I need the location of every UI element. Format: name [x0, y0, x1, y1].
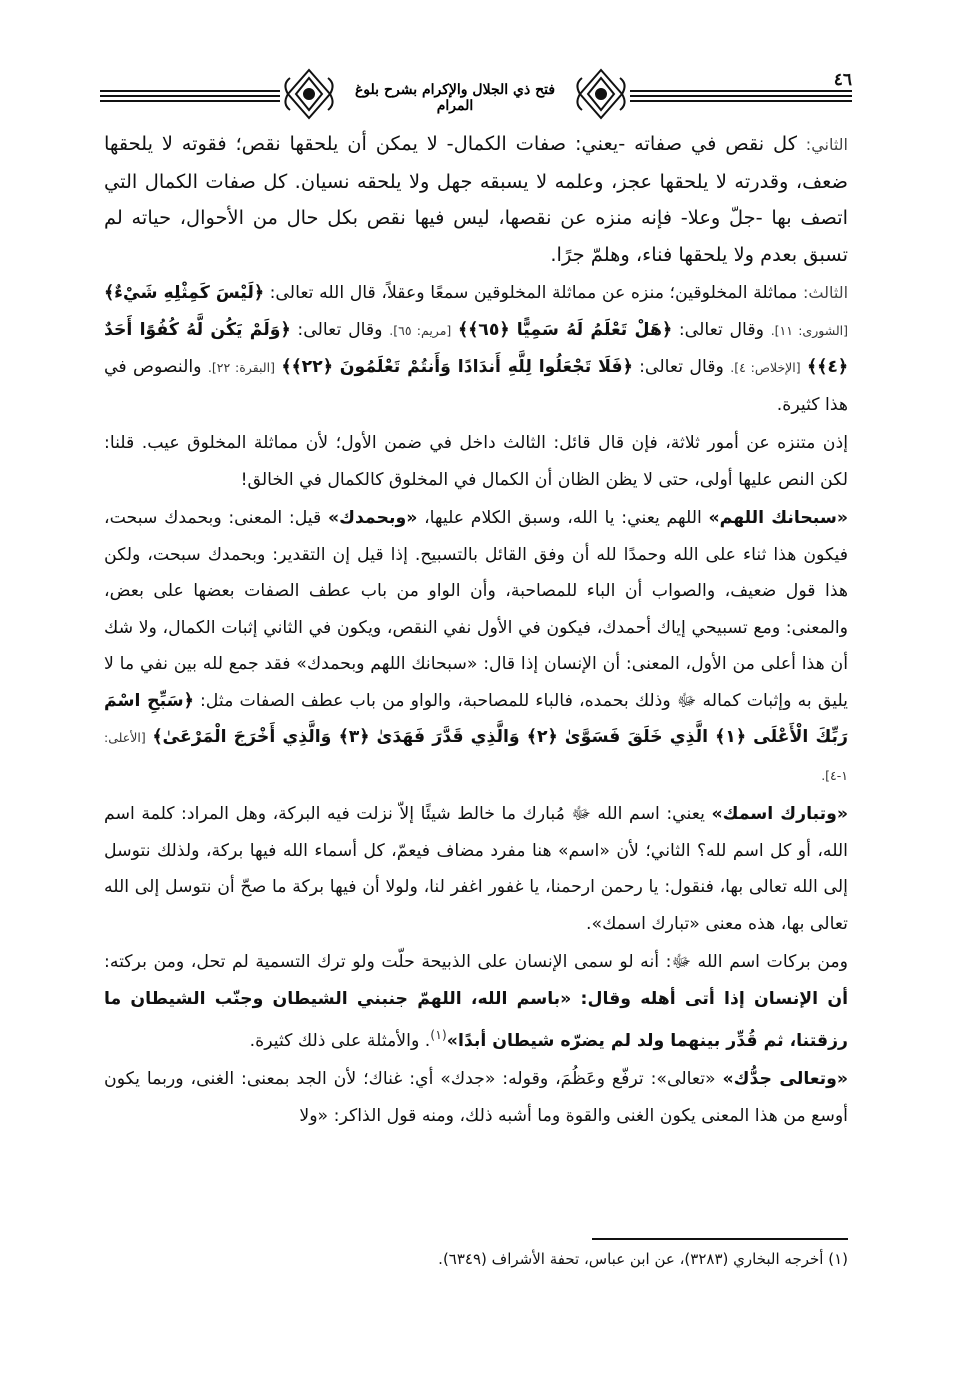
header-rule	[100, 95, 280, 97]
verse-reference: [الشورى: ١١].	[770, 322, 849, 338]
matn-phrase: «وتبارك اسمك»	[711, 804, 849, 824]
paragraph-text: كل نقص في صفاته -يعني: صفات الكمال- لا يمكن أن يلحقها نقص؛ فقوته لا يلحقها ضعف، وقدرته لا يلحقها عجز، وعلمه لا يسبقه جهل ولا يلحقه نسيان. كل صفات الكمال التي اتصف بها -جلّ وعلا- فإنه منزه عن نقصها، ليس فيها نقص بكل حال من الأحوال، حياته لم تسبق بعدم ولا يلحقها فناء، وهلمّ جرًا.	[104, 132, 848, 266]
paragraph-text: اللهم يعني: يا الله، وسبق الكلام عليها،	[424, 508, 702, 528]
footnote-marker: (١)	[430, 1027, 447, 1042]
verse-reference: [مريم: ٦٥].	[389, 322, 452, 338]
paragraph-text: ومن بركات اسم الله ﷻ: أنه لو سمى الإنسان على الذبيحة حلّت ولو ترك التسمية لم تحل، ومن بركته:	[104, 952, 848, 972]
verse-reference: [الأعلى: ١-٤].	[104, 730, 848, 783]
main-text	[104, 126, 848, 1134]
quran-verse: ﴿هَلْ تَعْلَمُ لَهُ سَمِيًّا ﴿٦٥﴾﴾	[458, 319, 673, 340]
paragraph	[104, 1061, 848, 1134]
page-header	[100, 62, 852, 126]
quran-verse: ﴿وَلَمْ يَكُن لَّهُ كُفُوًا أَحَدٌ ﴿٤﴾﴾	[104, 319, 849, 377]
footnote: (١) أخرجه البخاري (٣٢٨٣)، عن ابن عباس، تحفة الأشراف (٦٣٤٩).	[438, 1250, 848, 1268]
paragraph-text: إذن متنزه عن أمور ثلاثة، فإن قال قائل: الثالث داخل في ضمن الأول؛ لأن مماثلة المخلوق عيب. قلنا: لكن النص عليها أولى، حتى لا يظن الظان أن الكمال في المخلوق كالكمال في الخالق!	[104, 433, 848, 490]
verse-reference: [البقرة: ٢٢].	[207, 360, 275, 375]
paragraph	[104, 944, 848, 1059]
hadith-text: أن الإنسان إذا أتى أهله وقال: «باسم الله، اللهمّ جنبني الشيطان وجنّب الشيطان ما رزقتنا، ثم قُدِّر بينهما ولد لم يضرّه شيطان أبدًا»	[104, 988, 848, 1051]
paragraph-text: وقال تعالى:	[297, 319, 383, 340]
paragraph	[104, 425, 848, 498]
paragraph-text: وقال تعالى:	[678, 319, 764, 340]
paragraph-lead: الثاني:	[805, 135, 848, 154]
header-rule	[630, 100, 852, 102]
paragraph-text: وقال تعالى:	[639, 357, 724, 377]
header-rule	[630, 95, 852, 97]
paragraph-text: وربما يكون أوسع من هذا المعنى يكون الغنى والقوة وما أشبه ذلك، ومنه قول الذاكر: «ولا	[104, 1069, 848, 1126]
header-rule	[100, 100, 280, 102]
quran-verse: ﴿لَيْسَ كَمِثْلِهِ شَيْءٌ﴾	[104, 283, 264, 303]
page-number: ٤٦	[833, 70, 852, 90]
paragraph	[104, 796, 848, 942]
verse-reference: [الإخلاص: ٤].	[730, 360, 801, 375]
paragraph-lead: الثالث:	[803, 283, 849, 302]
paragraph-text: مماثلة المخلوقين؛ منزه عن مماثلة المخلوقين سمعًا وعقلاً، قال الله تعالى:	[269, 283, 798, 303]
paragraph-text: «تعالى»: ترفّع وعَظُمَ، وقوله: «جدك» أي: غناك؛ لأن الجد بمعنى: الغنى،	[190, 1069, 716, 1090]
quran-verse: ﴿سَبِّحِ اسْمَ رَبِّكَ الْأَعْلَى ﴿١﴾ الَّذِي خَلَقَ فَسَوَّىٰ ﴿٢﴾ وَالَّذِي قَدَّرَ فَهَدَىٰ ﴿٣﴾ وَالَّذِي أَخْرَجَ الْمَرْعَىٰ﴾	[104, 690, 848, 747]
paragraph-text: قيل: المعنى: وبحمدك سبحت، فيكون هذا ثناء على الله وحمدًا لله أن وفق القائل بالتسبيح. إذا قيل إن التقدير: وبحمدك سبحت، ولكن هذا قول ضعيف، والصواب أن الباء للمصاحبة، وأن الواو من باب عطف الصفات بعضها على بعض، والمعنى: ومع تسبيحي إياك أحمدك، فيكون في الأول نفي النقص، ويكون في الثاني إثبات الكمال، ولا شك أن هذا أعلى من الأول، المعنى: أن الإنسان إذا قال: «سبحانك اللهم وبحمدك» فقد جمع لله بين نفي ما لا يليق به وإثبات كماله ﷻ وذلك بحمده، فالباء للمصاحبة، والواو من باب عطف الصفات مثل:	[104, 508, 848, 711]
matn-phrase: «سبحانك اللهم»	[708, 508, 849, 528]
quran-verse: ﴿فَلَا تَجْعَلُوا لِلَّهِ أَندَادًا وَأَنتُمْ تَعْلَمُونَ ﴿٢٢﴾﴾	[281, 357, 633, 377]
book-title: فتح ذي الجلال والإكرام بشرح بلوغ المرام	[354, 82, 556, 114]
paragraph-text: يعني: اسم الله ﷻ مُبارك ما خالط شيئًا إلاّ نزلت فيه البركة، وهل المراد: كلمة اسم الله، أو كل اسم لله؟ الثاني؛ لأن «اسم» هنا مفرد مضاف فيعمّ، كل أسماء الله فيها بركة، ولذلك نتوسل إلى الله تعالى بها، فنقول: يا رحمن ارحمنا، يا غفور اغفر لنا، ولولا أن فيها بركة ما صحّ أن نتوسل إلى الله تعالى بها، هذه معنى «تبارك اسمك».	[104, 804, 848, 934]
header-rule	[630, 90, 852, 92]
ornament-icon	[280, 66, 338, 122]
paragraph	[104, 275, 848, 423]
header-rule	[100, 90, 280, 92]
ornament-icon	[572, 66, 630, 122]
footnote-separator	[592, 1238, 848, 1240]
matn-phrase: «وتعالى جدُّك»	[722, 1069, 848, 1090]
paragraph-text: والنصوص في هذا كثيرة.	[104, 357, 848, 415]
paragraph	[104, 126, 848, 273]
paragraph	[104, 500, 848, 794]
matn-phrase: «وبحمدك»	[327, 508, 418, 528]
paragraph-text: . والأمثلة على ذلك كثيرة.	[249, 1030, 431, 1051]
